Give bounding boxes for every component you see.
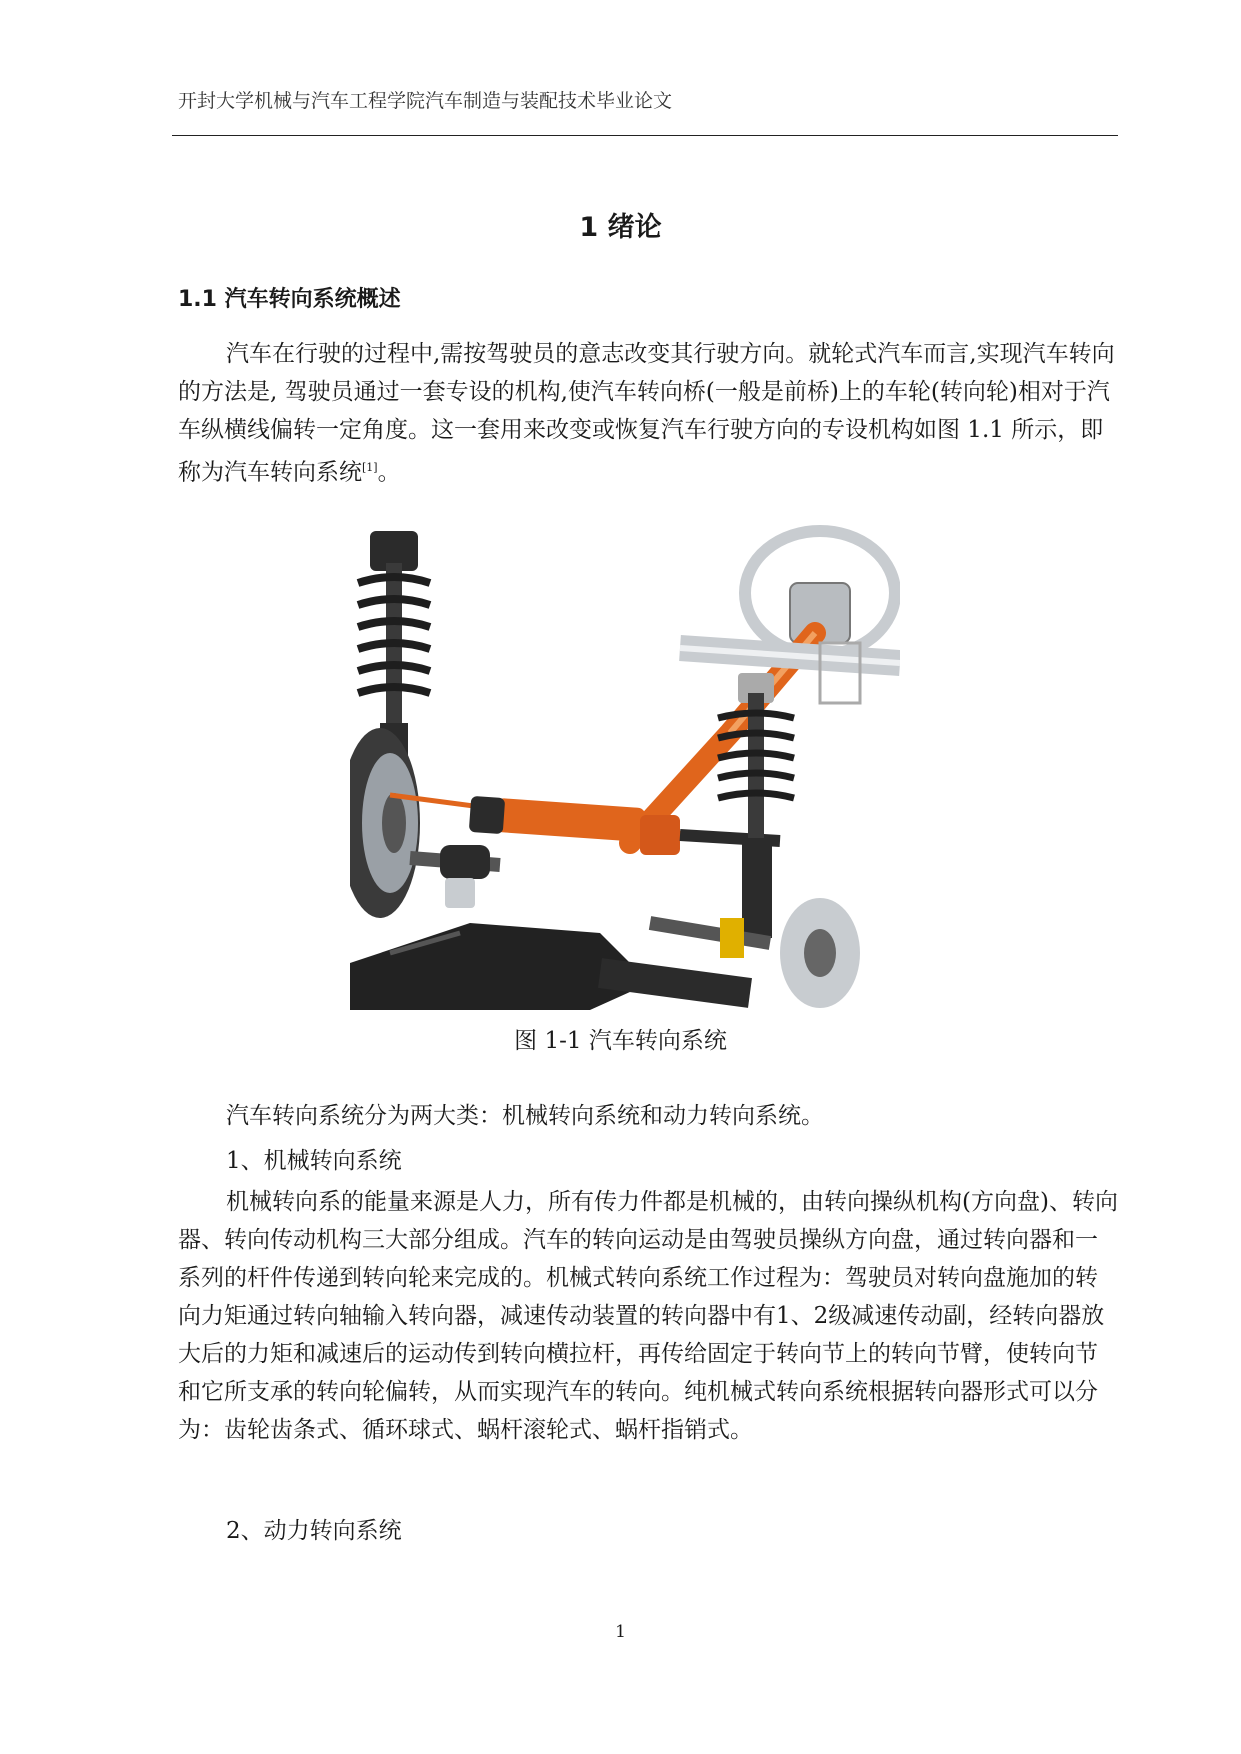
citation-ref: [1]	[362, 461, 378, 474]
header-divider	[172, 135, 1118, 136]
types-paragraph: 汽车转向系统分为两大类：机械转向系统和动力转向系统。	[226, 1103, 824, 1129]
item1-paragraph: 机械转向系的能量来源是人力，所有传力件都是机械的，由转向操纵机构(方向盘)、转向器、转向传动机构三大部分组成。汽车的转向运动是由驾驶员操纵方向盘，通过转向器和一系列的杆件传递到转向轮来完成的。机械式转向系统工作过程为：驾驶员对转向盘施加的转向力矩通过转向轴输入转向器，减速传动装置的转向器中有1、2级减速传动副，经转向器放大后的力矩和减速后的运动传到转向横拉杆，再传给固定于转向节上的转向节臂，使转向节和它所支承的转向轮偏转，从而实现汽车的转向。纯机械式转向系统根据转向器形式可以分为：齿轮齿条式、循环球式、蜗杆滚轮式、蜗杆指销式。	[178, 1189, 1118, 1443]
page-number: 1	[615, 1622, 626, 1642]
item2-heading: 2、动力转向系统	[226, 1518, 402, 1544]
section-title: 1.1 汽车转向系统概述	[178, 287, 401, 312]
right-wheel-hub	[780, 898, 860, 1008]
intro-paragraph	[178, 335, 1118, 492]
chapter-title: 1 绪论	[579, 212, 662, 243]
left-wheel-hub	[350, 728, 420, 918]
item1-heading: 1、机械转向系统	[226, 1148, 402, 1174]
steering-system-figure	[350, 523, 900, 1010]
figure-caption: 图 1-1 汽车转向系统	[514, 1028, 727, 1054]
intro-end: 。	[377, 459, 401, 486]
intro-text: 汽车在行驶的过程中,需按驾驶员的意志改变其行驶方向。就轮式汽车而言,实现汽车转向的方法是, 驾驶员通过一套专设的机构,使汽车转向桥(一般是前桥)上的车轮(转向轮)相对于汽车纵横线偏转一定角度。这一套用来改变或恢复汽车行驶方向的专设机构如图 1.1 所示，即称为汽车转向系统	[178, 341, 1115, 486]
page-header: 开封大学机械与汽车工程学院汽车制造与装配技术毕业论文	[178, 90, 673, 112]
right-strut	[718, 673, 794, 938]
